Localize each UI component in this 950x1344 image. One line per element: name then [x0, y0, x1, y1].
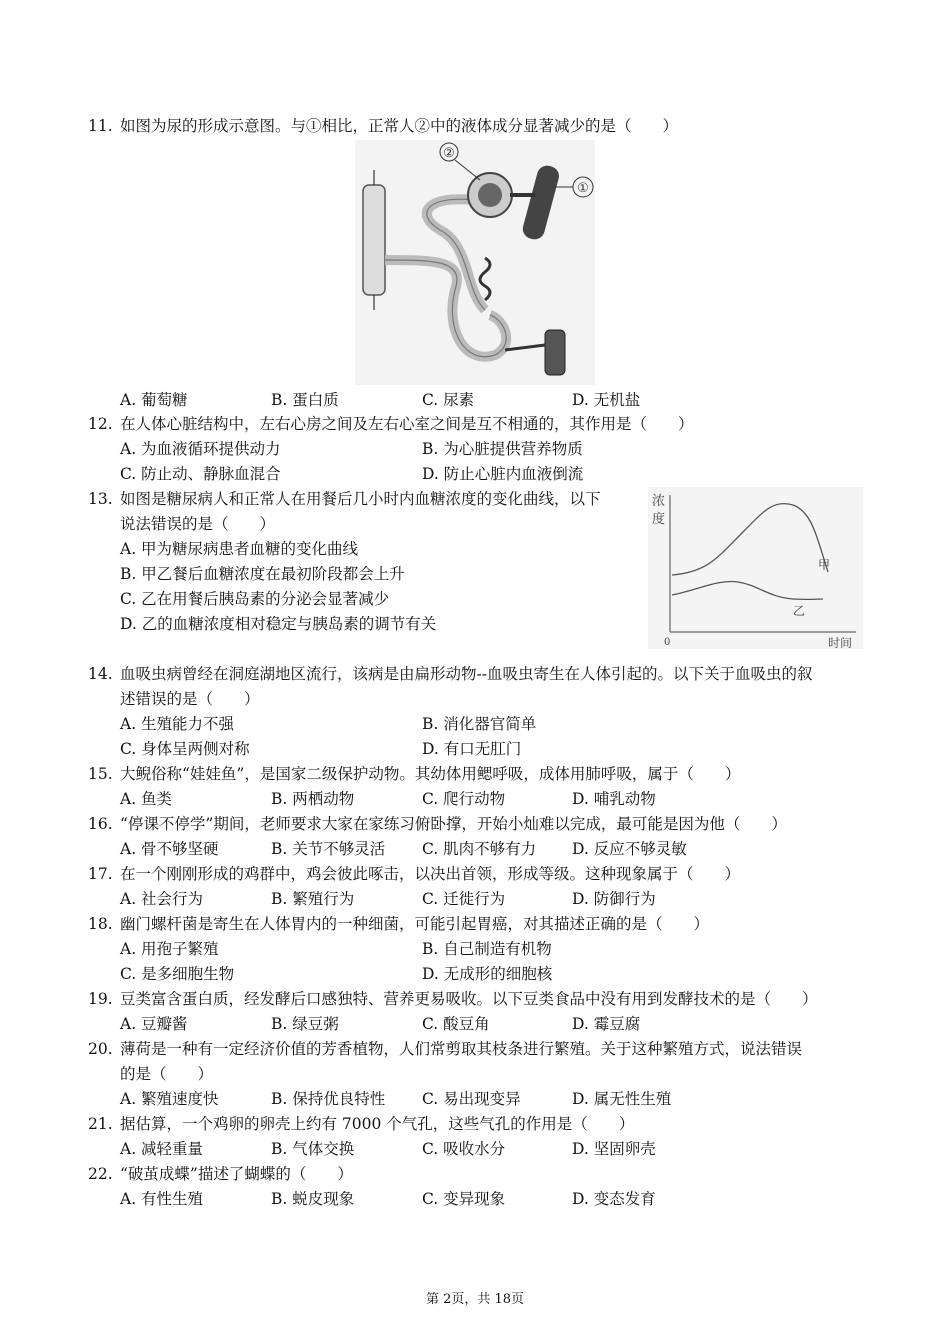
option-b: B. 蛋白质 [271, 391, 339, 409]
option-d: D. 变态发育 [572, 1190, 656, 1208]
question-number: 13. [88, 490, 113, 508]
option-c: C. 身体呈两侧对称 [120, 740, 250, 758]
option-a: A. 为血液循环提供动力 [120, 440, 281, 458]
question-stem-cont: 说法错误的是（ ） [120, 515, 276, 533]
option-d: D. 乙的血糖浓度相对稳定与胰岛素的调节有关 [120, 615, 437, 633]
question-options [120, 787, 860, 812]
question-number: 15. [88, 765, 113, 783]
option-a: A. 减轻重量 [120, 1140, 204, 1158]
option-b: B. 气体交换 [271, 1140, 355, 1158]
option-c: C. 防止动、静脉血混合 [120, 465, 281, 483]
x-label: 时间 [828, 636, 853, 649]
question-17 [88, 862, 740, 887]
option-b: B. 绿豆粥 [271, 1015, 339, 1033]
option-d: D. 坚固卵壳 [572, 1140, 656, 1158]
option-b: B. 保持优良特性 [271, 1090, 386, 1108]
question-19 [88, 987, 818, 1012]
question-options [120, 1012, 860, 1037]
question-number: 16. [88, 815, 113, 833]
option-c: C. 变异现象 [422, 1190, 506, 1208]
question-stem: 在人体心脏结构中，左右心房之间及左右心室之间是互不相通的，其作用是（ ） [120, 415, 694, 433]
question-stem: 豆类富含蛋白质，经发酵后口感独特、营养更易吸收。以下豆类食品中没有用到发酵技术的是（ ） [120, 990, 818, 1008]
question-stem: “破茧成蝶”描述了蝴蝶的（ ） [120, 1165, 353, 1183]
question-number: 14. [88, 665, 113, 683]
question-15 [88, 762, 740, 787]
option-c: C. 是多细胞生物 [120, 965, 235, 983]
question-stem: 据估算，一个鸡卵的卵壳上约有 7000 个气孔，这些气孔的作用是（ ） [120, 1115, 635, 1133]
option-c: C. 酸豆角 [422, 1015, 490, 1033]
y-label-1: 浓 [652, 494, 666, 509]
question-options [120, 1137, 860, 1162]
option-c: C. 肌肉不够有力 [422, 840, 537, 858]
question-13 [88, 487, 601, 512]
option-d: D. 属无性生殖 [572, 1090, 672, 1108]
question-options [120, 837, 860, 862]
question-stem-cont: 述错误的是（ ） [120, 690, 260, 708]
question-number: 11. [88, 117, 113, 135]
question-options [120, 462, 860, 487]
option-c: C. 易出现变异 [422, 1090, 521, 1108]
question-options [120, 388, 860, 413]
question-number: 20. [88, 1040, 113, 1058]
question-number: 22. [88, 1165, 113, 1183]
label-2: ② [443, 146, 455, 161]
option-b: B. 自己制造有机物 [422, 940, 552, 958]
question-number: 18. [88, 915, 113, 933]
option-d: D. 哺乳动物 [572, 790, 656, 808]
question-options [120, 437, 860, 462]
question-options [120, 737, 860, 762]
label-1: ① [577, 181, 589, 196]
question-11 [88, 114, 678, 139]
question-stem: 大鲵俗称“娃娃鱼”，是国家二级保护动物。其幼体用鳃呼吸，成体用肺呼吸，属于（ ） [120, 765, 741, 783]
option-b: B. 繁殖行为 [271, 890, 355, 908]
question-stem: 薄荷是一种有一定经济价值的芳香植物，人们常剪取其枝条进行繁殖。关于这种繁殖方式，说法错误 [120, 1040, 803, 1058]
option-a: A. 骨不够坚硬 [120, 840, 219, 858]
option-d: D. 无机盐 [572, 391, 641, 409]
chart-svg [648, 487, 863, 649]
question-22 [88, 1162, 353, 1187]
option-c: C. 迁徙行为 [422, 890, 506, 908]
option-a: A. 鱼类 [120, 790, 173, 808]
page-footer: 第 2页，共 18页 [425, 1292, 525, 1307]
question-options [120, 1187, 860, 1212]
question-18 [88, 912, 709, 937]
option-d: D. 霉豆腐 [572, 1015, 641, 1033]
option-d: D. 反应不够灵敏 [572, 840, 687, 858]
question-stem: 幽门螺杆菌是寄生在人体胃内的一种细菌，可能引起胃癌，对其描述正确的是（ ） [120, 915, 710, 933]
question-number: 19. [88, 990, 113, 1008]
option-a: A. 社会行为 [120, 890, 204, 908]
question-number: 12. [88, 415, 113, 433]
question-stem-cont: 的是（ ） [120, 1065, 214, 1083]
question-options [120, 887, 860, 912]
series-yi-label: 乙 [793, 604, 806, 618]
question-stem: “停课不停学”期间，老师要求大家在家练习俯卧撑，开始小灿难以完成，最可能是因为他（ ） [120, 815, 787, 833]
option-a: A. 葡萄糖 [120, 391, 188, 409]
option-a: A. 有性生殖 [120, 1190, 204, 1208]
option-c: C. 尿素 [422, 391, 475, 409]
question-14 [88, 662, 812, 687]
option-a: A. 豆瓣酱 [120, 1015, 188, 1033]
question-stem: 血吸虫病曾经在洞庭湖地区流行，该病是由扁形动物--血吸虫寄生在人体引起的。以下关于血吸虫的叙 [120, 665, 813, 683]
y-label-2: 度 [652, 512, 666, 527]
option-b: B. 关节不够灵活 [271, 840, 386, 858]
option-d: D. 防御行为 [572, 890, 656, 908]
question-number: 17. [88, 865, 113, 883]
option-a: A. 生殖能力不强 [120, 715, 235, 733]
question-16 [88, 812, 787, 837]
urine-formation-figure [355, 140, 595, 385]
option-a: A. 甲为糖尿病患者血糖的变化曲线 [120, 540, 359, 558]
option-d: D. 有口无肛门 [422, 740, 522, 758]
option-d: D. 防止心脏内血液倒流 [422, 465, 584, 483]
option-b: B. 为心脏提供营养物质 [422, 440, 583, 458]
origin-label: 0 [664, 637, 671, 648]
blood-sugar-chart [648, 487, 863, 649]
series-jia-label: 甲 [818, 558, 831, 572]
option-b: B. 消化器官简单 [422, 715, 537, 733]
question-stem: 如图是糖尿病人和正常人在用餐后几小时内血糖浓度的变化曲线，以下 [120, 490, 601, 508]
option-b: B. 两栖动物 [271, 790, 355, 808]
option-b: B. 蜕皮现象 [271, 1190, 355, 1208]
option-a: A. 繁殖速度快 [120, 1090, 219, 1108]
option-c: C. 乙在用餐后胰岛素的分泌会显著减少 [120, 590, 390, 608]
option-b: B. 甲乙餐后血糖浓度在最初阶段都会上升 [120, 565, 405, 583]
option-d: D. 无成形的细胞核 [422, 965, 553, 983]
option-c: C. 爬行动物 [422, 790, 506, 808]
question-12 [88, 412, 694, 437]
question-stem: 如图为尿的形成示意图。与①相比，正常人②中的液体成分显著减少的是（ ） [120, 117, 679, 135]
question-options [120, 712, 860, 737]
question-options [120, 1087, 860, 1112]
option-a: A. 用孢子繁殖 [120, 940, 219, 958]
question-number: 21. [88, 1115, 113, 1133]
nephron-diagram [355, 140, 595, 385]
question-stem: 在一个刚刚形成的鸡群中，鸡会彼此啄击，以决出首领，形成等级。这种现象属于（ ） [120, 865, 741, 883]
question-20 [88, 1037, 802, 1062]
question-options [120, 937, 860, 962]
question-options [120, 962, 860, 987]
option-c: C. 吸收水分 [422, 1140, 506, 1158]
question-21 [88, 1112, 634, 1137]
